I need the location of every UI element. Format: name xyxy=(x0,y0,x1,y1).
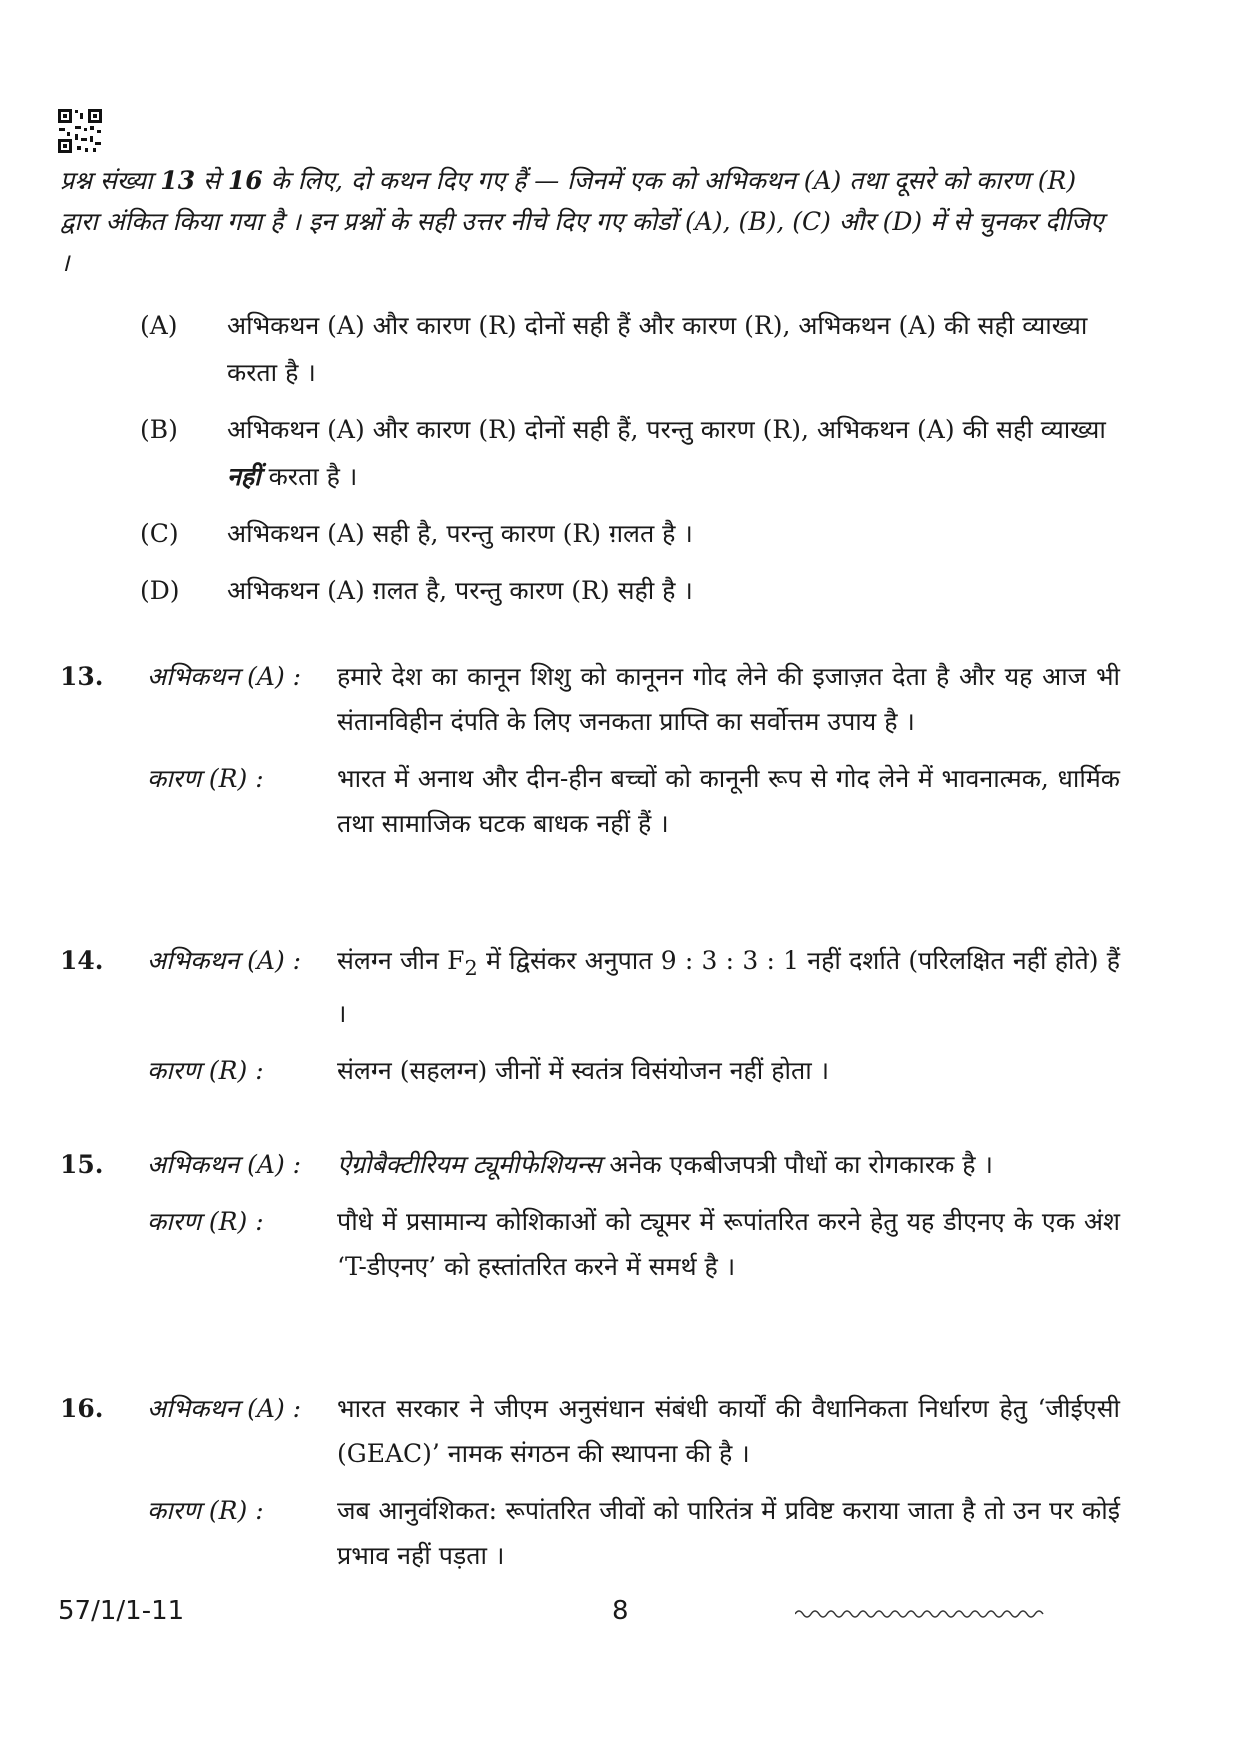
answer-code-d xyxy=(140,567,1120,614)
reason-text: भारत में अनाथ और दीन-हीन बच्चों को कानूनी रूप से गोद लेने में भावनात्मक, धार्मिक तथा सामाजिक घटक बाधक नहीं हैं । xyxy=(337,764,1120,838)
qr-code xyxy=(57,108,103,154)
assertion-label: अभिकथन (A) : xyxy=(147,1394,302,1423)
reason-label: कारण (R) : xyxy=(147,1056,264,1085)
question-14 xyxy=(60,938,1120,1093)
assertion-text: भारत सरकार ने जीएम अनुसंधान संबंधी कार्यों की वैधानिकता निर्धारण हेतु ‘जीईएसी (GEAC)’ नामक संगठन की स्थापना की है । xyxy=(337,1394,1120,1468)
question-16 xyxy=(60,1386,1120,1578)
answer-code-b xyxy=(140,406,1120,500)
answer-code-text: अभिकथन (A) ग़लत है, परन्तु कारण (R) सही है । xyxy=(227,576,693,605)
reason-row xyxy=(60,1488,1120,1578)
reason-text: जब आनुवंशिकत: रूपांतरित जीवों को पारितंत्र में प्रविष्ट कराया जाता है तो उन पर कोई प्रभाव नहीं पड़ता । xyxy=(337,1496,1120,1570)
answer-code-label: (C) xyxy=(140,519,179,548)
assertion-row xyxy=(60,654,1120,744)
reason-label: कारण (R) : xyxy=(147,1207,264,1236)
reason-label: कारण (R) : xyxy=(147,764,264,793)
question-number: 16. xyxy=(60,1394,104,1423)
answer-code-text: अभिकथन (A) सही है, परन्तु कारण (R) ग़लत है । xyxy=(227,519,693,548)
reason-row xyxy=(60,756,1120,846)
answer-code-label: (B) xyxy=(140,415,178,444)
reason-row xyxy=(60,1048,1120,1093)
assertion-text: हमारे देश का कानून शिशु को कानूनन गोद लेने की इजाज़त देता है और यह आज भी संतानविहीन दंपति के लिए जनकता प्राप्ति का सर्वोत्तम उपाय है । xyxy=(337,662,1120,736)
answer-code-text: अभिकथन (A) और कारण (R) दोनों सही हैं, परन्तु कारण (R), अभिकथन (A) की सही व्याख्या नहीं करता है । xyxy=(227,415,1106,491)
question-number: 13. xyxy=(60,662,104,691)
assertion-label: अभिकथन (A) : xyxy=(147,946,302,975)
reason-text: संलग्न (सहलग्न) जीनों में स्वतंत्र विसंयोजन नहीं होता । xyxy=(337,1056,830,1085)
assertion-text: ऐग्रोबैक्टीरियम ट्यूमीफेशियन्स अनेक एकबीजपत्री पौधों का रोगकारक है । xyxy=(337,1150,993,1179)
reason-row xyxy=(60,1199,1120,1289)
answer-code-a xyxy=(140,302,1120,396)
answer-code-label: (D) xyxy=(140,576,180,605)
answer-code-text: अभिकथन (A) और कारण (R) दोनों सही हैं और कारण (R), अभिकथन (A) की सही व्याख्या करता है । xyxy=(227,311,1088,387)
assertion-text: संलग्न जीन $F_2$ में द्विसंकर अनुपात 9 : 3 : 3 : 1 नहीं दर्शाते (परिलक्षित नहीं होते) हैं । xyxy=(337,946,1121,1028)
assertion-label: अभिकथन (A) : xyxy=(147,1150,302,1179)
question-13 xyxy=(60,654,1120,846)
answer-code-label: (A) xyxy=(140,311,178,340)
page-number: 8 xyxy=(612,1596,629,1626)
question-15 xyxy=(60,1142,1120,1289)
species-name: ऐग्रोबैक्टीरियम ट्यूमीफेशियन्स xyxy=(337,1150,602,1179)
reason-text: पौधे में प्रसामान्य कोशिकाओं को ट्यूमर में रूपांतरित करने हेतु यह डीएनए के एक अंश ‘T-डीएनए’ को हस्तांतरित करने में समर्थ है । xyxy=(337,1207,1120,1281)
answer-codes xyxy=(140,302,1120,624)
paper-code: 57/1/1-11 xyxy=(58,1596,185,1626)
assertion-row xyxy=(60,938,1120,1036)
question-number: 15. xyxy=(60,1150,104,1179)
assertion-row xyxy=(60,1142,1120,1187)
question-number: 14. xyxy=(60,946,104,975)
emphasis: नहीं xyxy=(227,462,261,491)
reason-label: कारण (R) : xyxy=(147,1496,264,1525)
instructions: प्रश्न संख्या 13 से 16 के लिए, दो कथन दिए गए हैं — जिनमें एक को अभिकथन (A) तथा दूसरे को कारण (R) द्वारा अंकित किया गया है । इन प्रश्नों के सही उत्तर नीचे दिए गए कोडों (A), (B), (C) और (D) में से चुनकर दीजिए । xyxy=(60,166,1104,277)
assertion-row xyxy=(60,1386,1120,1476)
wavy-line-decoration xyxy=(795,1607,1050,1621)
answer-code-c xyxy=(140,510,1120,557)
assertion-label: अभिकथन (A) : xyxy=(147,662,302,691)
